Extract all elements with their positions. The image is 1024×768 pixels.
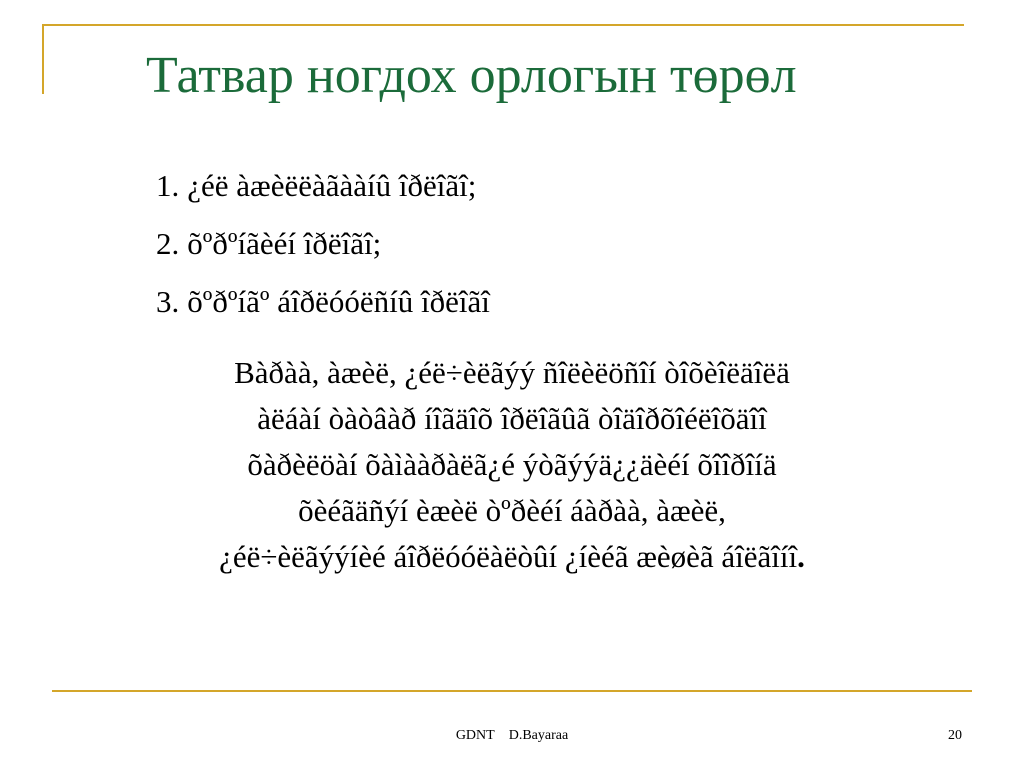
paragraph-end-mark: . <box>797 539 805 574</box>
paragraph-line: õèéãäñýí èæèë òºðèéí áàðàà, àæèë, <box>298 493 726 528</box>
footer-credit <box>0 728 1024 744</box>
left-accent-rule <box>42 24 44 94</box>
body-paragraph <box>100 350 924 580</box>
footer-accent-rule <box>52 690 972 692</box>
page-number: 20 <box>948 728 962 743</box>
paragraph-line: àëáàí òàòâàð íîãäîõ îðëîãûã òîäîðõîéëîõäîî <box>257 401 767 436</box>
footer-author: D.Bayaraa <box>508 728 569 743</box>
footer-org: GDNT <box>455 728 495 743</box>
list-item <box>156 226 490 262</box>
list-item-text: ¿éë àæèëëàãààíû îðëîãî; <box>187 168 477 203</box>
paragraph-line: Bàðàà, àæèë, ¿éë÷èëãýý ñîëèëöñîí òîõèîëäîëä <box>234 355 790 390</box>
list-item-text: õºðºíãº áîðëóóëñíû îðëîãî <box>187 284 490 319</box>
list-item-number: 2. <box>156 226 180 261</box>
paragraph-line: ¿éë÷èëãýýíèé áîðëóóëàëòûí ¿íèéã æèøèã áîëãîíî <box>219 539 798 574</box>
paragraph-line: õàðèëöàí õàìààðàëã¿é ýòãýýä¿¿äèéí õîîðîíä <box>247 447 777 482</box>
list-item-text: õºðºíãèéí îðëîãî; <box>187 226 382 261</box>
slide-title: Татвар ногдох орлогын төрөл <box>146 47 797 104</box>
income-type-list <box>156 168 490 342</box>
list-item <box>156 168 490 204</box>
list-item-number: 1. <box>156 168 180 203</box>
paragraph-last-line <box>100 534 924 580</box>
list-item <box>156 284 490 320</box>
top-accent-rule <box>42 24 964 26</box>
list-item-number: 3. <box>156 284 180 319</box>
